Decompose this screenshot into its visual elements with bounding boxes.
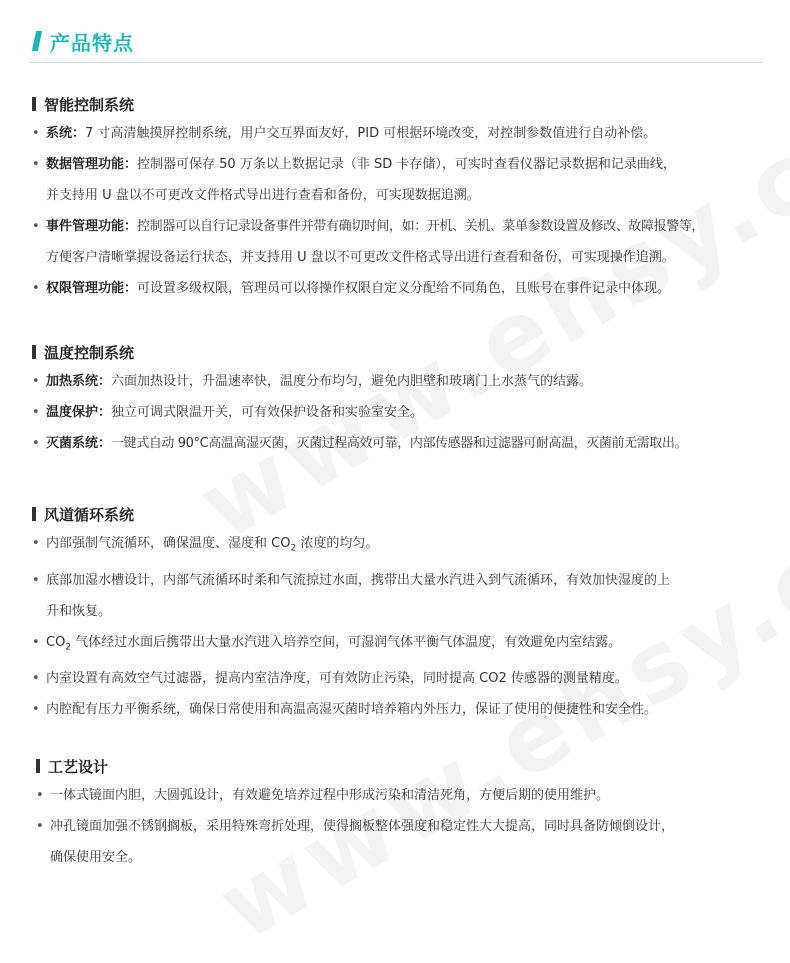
item-text: 一键式自动 90°C高温高湿灭菌，灭菌过程高效可靠，内部传感器和过滤器可耐高温，灭菌前无需取出。 xyxy=(111,436,688,451)
section-title-text: 风道循环系统 xyxy=(44,505,135,524)
item-text: 内腔配有压力平衡系统，确保日常使用和高温高湿灭菌时培养箱内外压力，保证了使用的便捷性和安全性。 xyxy=(46,702,658,718)
item-text: 独立可调式限温开关，可有效保护设备和实验室安全。 xyxy=(111,405,424,420)
page-title: 产品特点 xyxy=(50,30,134,55)
section-title xyxy=(32,340,772,364)
item-label: 权限管理功能： xyxy=(46,281,138,296)
item-text: 冲孔镜面加强不锈钢搁板，采用特殊弯折处理，使得搁板整体强度和稳定性大大提高，同时具备防倾倒设计， xyxy=(50,819,675,834)
subscript: 2 xyxy=(290,543,297,554)
header-accent-bar xyxy=(32,31,42,51)
item-text: 控制器可保存 50 万条以上数据记录（非 SD 卡存储），可实时查看仪器记录数据和记录曲线， xyxy=(137,157,676,172)
title-mark xyxy=(36,759,40,773)
list-item xyxy=(32,428,772,459)
list-item xyxy=(32,694,772,725)
section-air-circulation xyxy=(32,502,772,725)
item-text: 内部强制气流循环，确保温度、湿度和 CO xyxy=(46,536,291,551)
list-item xyxy=(32,118,772,149)
subscript: 2 xyxy=(65,642,72,653)
item-text: 一体式镜面内胆，大圆弧设计，有效避免培养过程中形成污染和清洁死角，方便后期的使用维护。 xyxy=(50,788,610,803)
item-label: 事件管理功能： xyxy=(46,219,138,234)
item-text: 六面加热设计，升温速率快，温度分布均匀，避免内胆壁和玻璃门上水蒸气的结露。 xyxy=(111,374,593,389)
item-text: 底部加湿水槽设计，内部气流循环时柔和气流掠过水面，携带出大量水汽进入到气流循环，有效加快湿度的上 xyxy=(46,572,671,588)
item-label: 数据管理功能： xyxy=(46,157,138,172)
item-text-cont: 方便客户清晰掌握设备运行状态，并支持用 U 盘以不可更改文件格式导出进行查看和备份，可实现操作追溯。 xyxy=(46,250,675,265)
section-title-text: 工艺设计 xyxy=(48,757,109,776)
section-process-design xyxy=(36,754,776,873)
item-label: 系统： xyxy=(46,126,86,141)
section-title-text: 温度控制系统 xyxy=(44,343,135,362)
list-item xyxy=(36,811,776,873)
item-label: 温度保护： xyxy=(46,405,112,420)
section-title xyxy=(36,754,776,778)
item-text: CO xyxy=(46,634,66,650)
header-divider xyxy=(30,62,762,63)
item-text: 控制器可以自行记录设备事件并带有确切时间，如：开机、关机、菜单参数设置及修改、故障报警等， xyxy=(137,219,705,234)
list-item xyxy=(32,627,772,664)
title-mark xyxy=(32,345,36,359)
item-label: 加热系统： xyxy=(46,374,112,389)
list-item xyxy=(36,780,776,811)
item-text-cont: 升和恢复。 xyxy=(46,603,112,619)
item-text-cont: 并支持用 U 盘以不可更改文件格式导出进行查看和备份，可实现数据追溯。 xyxy=(46,188,480,203)
list-item xyxy=(32,528,772,565)
list-item xyxy=(32,565,772,627)
section-temperature-control xyxy=(32,340,772,459)
list-item xyxy=(32,211,772,273)
section-title xyxy=(32,502,772,526)
title-mark xyxy=(32,97,36,111)
item-text-cont: 确保使用安全。 xyxy=(50,850,142,865)
item-text: 内室设置有高效空气过滤器，提高内室洁净度，可有效防止污染，同时提高 CO2 传感器的测量精度。 xyxy=(46,671,628,687)
item-label: 灭菌系统： xyxy=(46,436,112,451)
title-mark xyxy=(32,507,36,521)
item-text: 可设置多级权限，管理员可以将操作权限自定义分配给不同角色，且账号在事件记录中体现。 xyxy=(137,281,671,296)
list-item xyxy=(32,149,772,211)
item-text-post: 浓度的均匀。 xyxy=(296,536,379,551)
item-text: 7 寸高清触摸屏控制系统，用户交互界面友好，PID 可根据环境改变，对控制参数值进行自动补偿。 xyxy=(85,126,657,141)
list-item xyxy=(32,663,772,694)
section-smart-control xyxy=(32,92,772,304)
section-title-text: 智能控制系统 xyxy=(44,95,135,114)
list-item xyxy=(32,366,772,397)
list-item xyxy=(32,273,772,304)
item-text-post: 气体经过水面后携带出大量水汽进入培养空间，可湿润气体平衡气体温度，有效避免内室结露。 xyxy=(71,634,622,650)
list-item xyxy=(32,397,772,428)
section-title xyxy=(32,92,772,116)
section-header xyxy=(34,26,134,56)
